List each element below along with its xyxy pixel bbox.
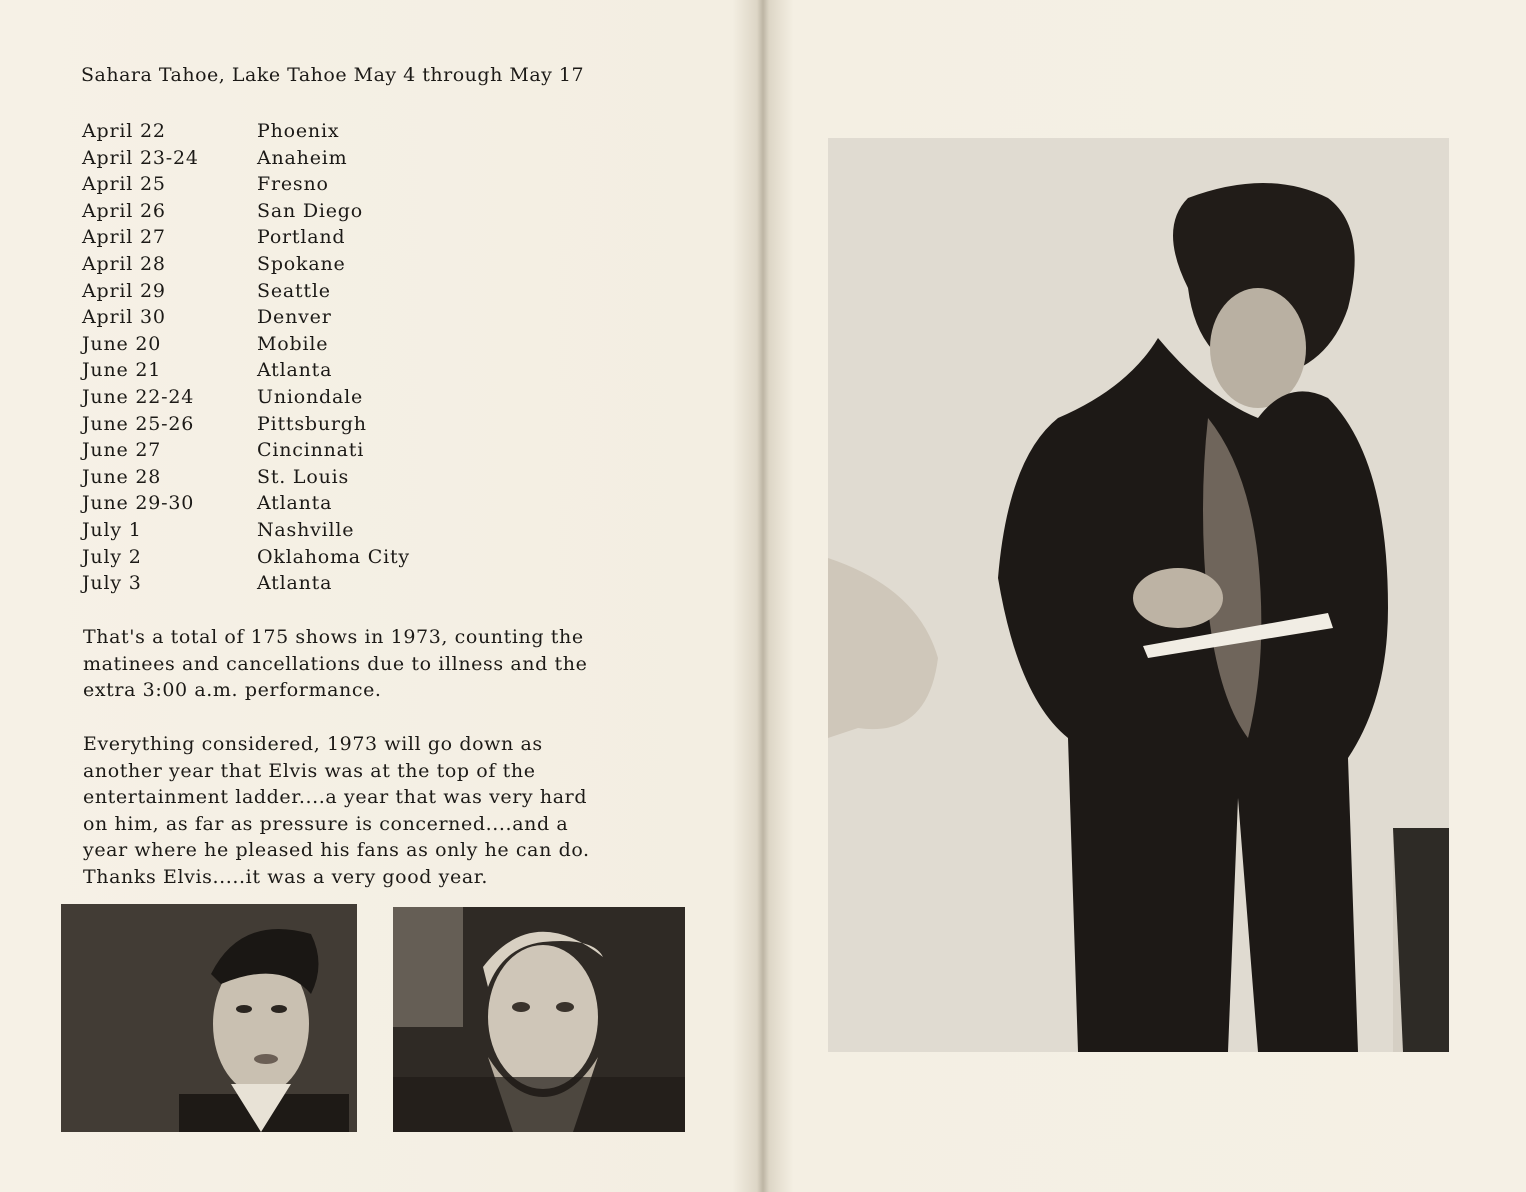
tour-schedule xyxy=(82,118,410,597)
schedule-date: April 22 xyxy=(82,120,166,142)
schedule-city: Nashville xyxy=(257,518,355,541)
schedule-city: St. Louis xyxy=(257,465,350,488)
summary-paragraph: Everything considered, 1973 will go down as another year that Elvis was at the top of the entertainment ladder....a year that was very hard on him, as far as pressure is concerned....and a year where he pleased his fans as only he can do. Thanks Elvis.....it was a very good year. xyxy=(83,733,590,888)
schedule-row xyxy=(82,145,410,172)
schedule-date: July 2 xyxy=(82,545,142,568)
schedule-date: June 22-24 xyxy=(82,385,195,408)
schedule-city: Uniondale xyxy=(257,385,364,408)
schedule-date: June 29-30 xyxy=(82,492,195,515)
schedule-row xyxy=(82,224,410,251)
schedule-row xyxy=(82,251,410,278)
schedule-date: June 27 xyxy=(82,439,162,462)
schedule-city: San Diego xyxy=(257,199,363,222)
schedule-city: Atlanta xyxy=(257,359,333,382)
schedule-city: Anaheim xyxy=(257,146,348,169)
schedule-date: June 21 xyxy=(82,359,162,382)
schedule-row xyxy=(82,331,410,358)
schedule-city: Pittsburgh xyxy=(257,412,367,435)
schedule-row xyxy=(82,357,410,384)
schedule-row xyxy=(82,198,410,225)
autograph-photo xyxy=(828,138,1449,1052)
schedule-city: Denver xyxy=(257,306,332,329)
schedule-row xyxy=(82,490,410,517)
schedule-date: April 26 xyxy=(82,199,166,222)
schedule-row xyxy=(82,464,410,491)
schedule-row xyxy=(82,278,410,305)
schedule-row xyxy=(82,304,410,331)
schedule-city: Phoenix xyxy=(257,120,340,142)
schedule-row xyxy=(82,517,410,544)
schedule-city: Spokane xyxy=(257,252,346,275)
schedule-city: Atlanta xyxy=(257,492,333,515)
schedule-date: July 1 xyxy=(82,518,142,541)
schedule-date: June 20 xyxy=(82,332,162,355)
schedule-row xyxy=(82,570,410,597)
schedule-row xyxy=(82,171,410,198)
schedule-date: June 25-26 xyxy=(82,412,195,435)
portrait-photo-right xyxy=(393,907,685,1132)
schedule-date: April 28 xyxy=(82,252,166,275)
schedule-city: Atlanta xyxy=(257,572,333,595)
schedule-date: June 28 xyxy=(82,465,162,488)
schedule-date: April 27 xyxy=(82,226,166,249)
right-page xyxy=(766,0,1526,1192)
schedule-date: April 23-24 xyxy=(82,146,199,169)
schedule-row xyxy=(82,411,410,438)
total-shows-paragraph: That's a total of 175 shows in 1973, counting the matinees and cancellations due to illness and the extra 3:00 a.m. performance. xyxy=(83,626,588,702)
portrait-photo-left xyxy=(61,904,357,1132)
schedule-city: Portland xyxy=(257,226,346,249)
schedule-date: July 3 xyxy=(82,572,142,595)
schedule-city: Fresno xyxy=(257,173,329,196)
schedule-city: Oklahoma City xyxy=(257,545,410,568)
schedule-date: April 25 xyxy=(82,173,166,196)
schedule-city: Mobile xyxy=(257,332,329,355)
schedule-date: April 30 xyxy=(82,306,166,329)
schedule-row xyxy=(82,384,410,411)
schedule-date: April 29 xyxy=(82,279,166,302)
schedule-row xyxy=(82,118,410,145)
left-page xyxy=(0,0,760,1192)
schedule-row xyxy=(82,544,410,571)
engagement-header: Sahara Tahoe, Lake Tahoe May 4 through May 17 xyxy=(81,64,585,86)
schedule-city: Cincinnati xyxy=(257,439,365,462)
schedule-row xyxy=(82,437,410,464)
schedule-city: Seattle xyxy=(257,279,331,302)
